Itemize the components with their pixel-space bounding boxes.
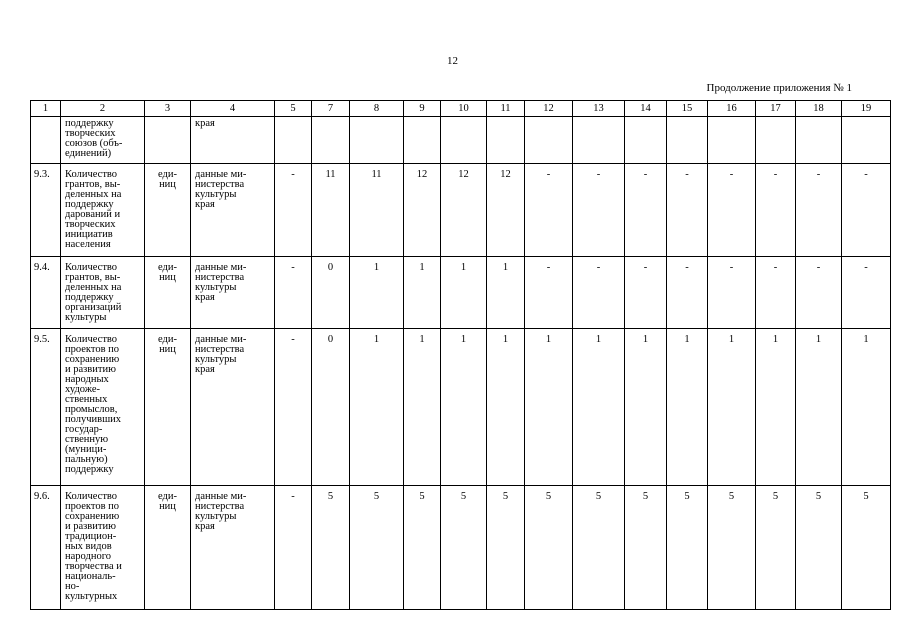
value-cell [708, 117, 756, 164]
value-cell: - [842, 257, 891, 329]
value-cell: 5 [756, 486, 796, 610]
appendix-note: Продолжение приложения № 1 [706, 82, 852, 94]
value-cell: 0 [312, 257, 350, 329]
value-cell: - [525, 257, 573, 329]
column-header: 7 [312, 101, 350, 117]
value-cell: 1 [487, 329, 525, 486]
column-header: 5 [275, 101, 312, 117]
column-header: 14 [625, 101, 667, 117]
column-header: 12 [525, 101, 573, 117]
unit-cell [145, 164, 191, 257]
unit-cell [145, 257, 191, 329]
value-cell: 5 [667, 486, 708, 610]
value-cell [842, 117, 891, 164]
value-cell: 1 [487, 257, 525, 329]
table-row [31, 164, 891, 257]
source-text: данные ми- нистерства культуры края [195, 262, 247, 303]
column-header: 15 [667, 101, 708, 117]
value-cell: 5 [625, 486, 667, 610]
value-cell: - [708, 257, 756, 329]
table-row [31, 257, 891, 329]
row-number: 9.3. [31, 164, 61, 257]
value-cell: 12 [487, 164, 525, 257]
value-cell: 5 [487, 486, 525, 610]
column-header: 11 [487, 101, 525, 117]
value-cell: 11 [350, 164, 404, 257]
value-cell: 0 [312, 329, 350, 486]
value-cell [312, 117, 350, 164]
source-cell [191, 117, 275, 164]
value-cell: - [842, 164, 891, 257]
column-header: 19 [842, 101, 891, 117]
table-row [31, 329, 891, 486]
source-cell [191, 257, 275, 329]
indicator-name [61, 164, 145, 257]
indicator-name [61, 117, 145, 164]
value-cell: - [756, 257, 796, 329]
value-cell [275, 117, 312, 164]
indicator-table [30, 100, 891, 610]
value-cell: 5 [573, 486, 625, 610]
unit-cell [145, 117, 191, 164]
source-text: данные ми- нистерства культуры края [195, 334, 247, 375]
value-cell: - [796, 257, 842, 329]
value-cell: 1 [842, 329, 891, 486]
column-header: 17 [756, 101, 796, 117]
value-cell [487, 117, 525, 164]
value-cell: - [667, 257, 708, 329]
column-header: 2 [61, 101, 145, 117]
row-number: 9.4. [31, 257, 61, 329]
value-cell: - [667, 164, 708, 257]
source-text: данные ми- нистерства культуры края [195, 169, 247, 210]
value-cell: - [796, 164, 842, 257]
indicator-name-text: Количество проектов по сохранению и развитию народных художе- ственных промыслов, получивших государ- ственную (муници- пальную) поддержку [65, 334, 122, 475]
value-cell: - [573, 257, 625, 329]
value-cell: 1 [756, 329, 796, 486]
value-cell [404, 117, 441, 164]
unit-text: еди- ниц [158, 491, 177, 512]
column-header: 9 [404, 101, 441, 117]
indicator-name [61, 486, 145, 610]
indicator-name-text: Количество грантов, вы- деленных на поддержку дарований и творческих инициатив населения [65, 169, 122, 250]
row-number: 9.6. [31, 486, 61, 610]
value-cell: 12 [441, 164, 487, 257]
value-cell [525, 117, 573, 164]
indicator-name-text: Количество грантов, вы- деленных на поддержку организаций культуры [65, 262, 122, 323]
value-cell: 5 [312, 486, 350, 610]
table-row [31, 117, 891, 164]
value-cell: 1 [625, 329, 667, 486]
indicator-name [61, 257, 145, 329]
value-cell [350, 117, 404, 164]
value-cell: 1 [573, 329, 625, 486]
unit-cell [145, 486, 191, 610]
indicator-name-text: поддержку творческих союзов (объ- единений) [65, 118, 123, 159]
column-header: 16 [708, 101, 756, 117]
value-cell: - [275, 164, 312, 257]
row-number: 9.5. [31, 329, 61, 486]
value-cell [573, 117, 625, 164]
value-cell: - [275, 257, 312, 329]
value-cell: 1 [350, 257, 404, 329]
value-cell [625, 117, 667, 164]
value-cell: 1 [796, 329, 842, 486]
value-cell: 1 [441, 257, 487, 329]
header-row [31, 101, 891, 117]
column-header: 13 [573, 101, 625, 117]
value-cell: 1 [441, 329, 487, 486]
value-cell: 1 [525, 329, 573, 486]
value-cell: 5 [842, 486, 891, 610]
column-header: 1 [31, 101, 61, 117]
value-cell: 1 [708, 329, 756, 486]
value-cell: 1 [404, 257, 441, 329]
unit-text: еди- ниц [158, 262, 177, 283]
value-cell: 11 [312, 164, 350, 257]
table-row [31, 486, 891, 610]
value-cell [667, 117, 708, 164]
page-number: 12 [447, 55, 458, 67]
value-cell: - [525, 164, 573, 257]
row-number [31, 117, 61, 164]
value-cell: 1 [667, 329, 708, 486]
value-cell: 1 [350, 329, 404, 486]
value-cell: 1 [404, 329, 441, 486]
source-text: края [195, 118, 215, 129]
value-cell: - [756, 164, 796, 257]
unit-cell [145, 329, 191, 486]
value-cell: - [625, 164, 667, 257]
value-cell [441, 117, 487, 164]
source-text: данные ми- нистерства культуры края [195, 491, 247, 532]
source-cell [191, 329, 275, 486]
indicator-name-text: Количество проектов по сохранению и развитию традицион- ных видов народного творчества и националь- но- культурных [65, 491, 122, 602]
value-cell: - [275, 329, 312, 486]
value-cell: 5 [525, 486, 573, 610]
source-cell [191, 486, 275, 610]
unit-text: еди- ниц [158, 169, 177, 190]
value-cell: 5 [708, 486, 756, 610]
column-header: 10 [441, 101, 487, 117]
value-cell: 5 [350, 486, 404, 610]
value-cell: - [275, 486, 312, 610]
unit-text: еди- ниц [158, 334, 177, 355]
value-cell: 12 [404, 164, 441, 257]
value-cell: - [625, 257, 667, 329]
value-cell [796, 117, 842, 164]
column-header: 18 [796, 101, 842, 117]
value-cell: - [573, 164, 625, 257]
source-cell [191, 164, 275, 257]
column-header: 4 [191, 101, 275, 117]
value-cell: 5 [404, 486, 441, 610]
column-header: 8 [350, 101, 404, 117]
value-cell: - [708, 164, 756, 257]
column-header: 3 [145, 101, 191, 117]
indicator-name [61, 329, 145, 486]
value-cell: 5 [441, 486, 487, 610]
value-cell: 5 [796, 486, 842, 610]
value-cell [756, 117, 796, 164]
